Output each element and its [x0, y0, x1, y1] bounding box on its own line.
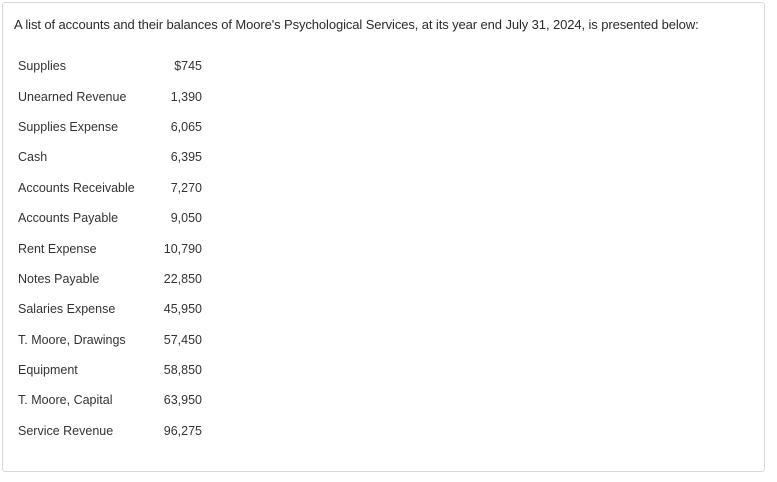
account-amount: 57,450: [163, 332, 202, 347]
account-amount: 96,275: [163, 423, 202, 438]
table-row: [18, 112, 202, 142]
account-name: Cash: [18, 150, 48, 165]
account-name: Supplies: [18, 59, 66, 74]
account-amount: 10,790: [163, 241, 202, 256]
account-name: Equipment: [18, 363, 78, 378]
table-row: [18, 173, 202, 203]
account-amount: 7,270: [170, 180, 202, 195]
account-name: T. Moore, Capital: [18, 393, 113, 408]
table-row: [18, 355, 202, 385]
account-name: Service Revenue: [18, 423, 114, 438]
table-row: [18, 294, 202, 324]
account-amount: 45,950: [163, 302, 202, 317]
table-row: [18, 142, 202, 172]
table-row: [18, 233, 202, 263]
question-card: [2, 2, 765, 472]
account-name: Notes Payable: [18, 271, 100, 286]
account-amount: 6,395: [170, 150, 202, 165]
table-row: [18, 325, 202, 355]
table-row: [18, 416, 202, 446]
account-amount: 9,050: [170, 211, 202, 226]
account-amount: 1,390: [170, 89, 202, 104]
account-amount: 22,850: [163, 271, 202, 286]
account-name: Unearned Revenue: [18, 89, 127, 104]
account-name: T. Moore, Drawings: [18, 332, 126, 347]
table-row: [18, 385, 202, 415]
account-amount: 63,950: [163, 393, 202, 408]
question-intro-text: A list of accounts and their balances of Moore's Psychological Services, at its year end July 31, 2024, is presented below:: [14, 17, 699, 32]
account-amount: 58,850: [163, 363, 202, 378]
table-row: [18, 203, 202, 233]
account-amount: 6,065: [170, 119, 202, 134]
table-row: [18, 51, 202, 81]
account-name: Rent Expense: [18, 241, 97, 256]
account-name: Accounts Payable: [18, 211, 119, 226]
accounts-table: [18, 51, 202, 446]
account-name: Supplies Expense: [18, 119, 119, 134]
account-name: Accounts Receivable: [18, 180, 135, 195]
account-amount: $745: [174, 59, 202, 74]
table-row: [18, 264, 202, 294]
account-name: Salaries Expense: [18, 302, 116, 317]
table-row: [18, 81, 202, 111]
